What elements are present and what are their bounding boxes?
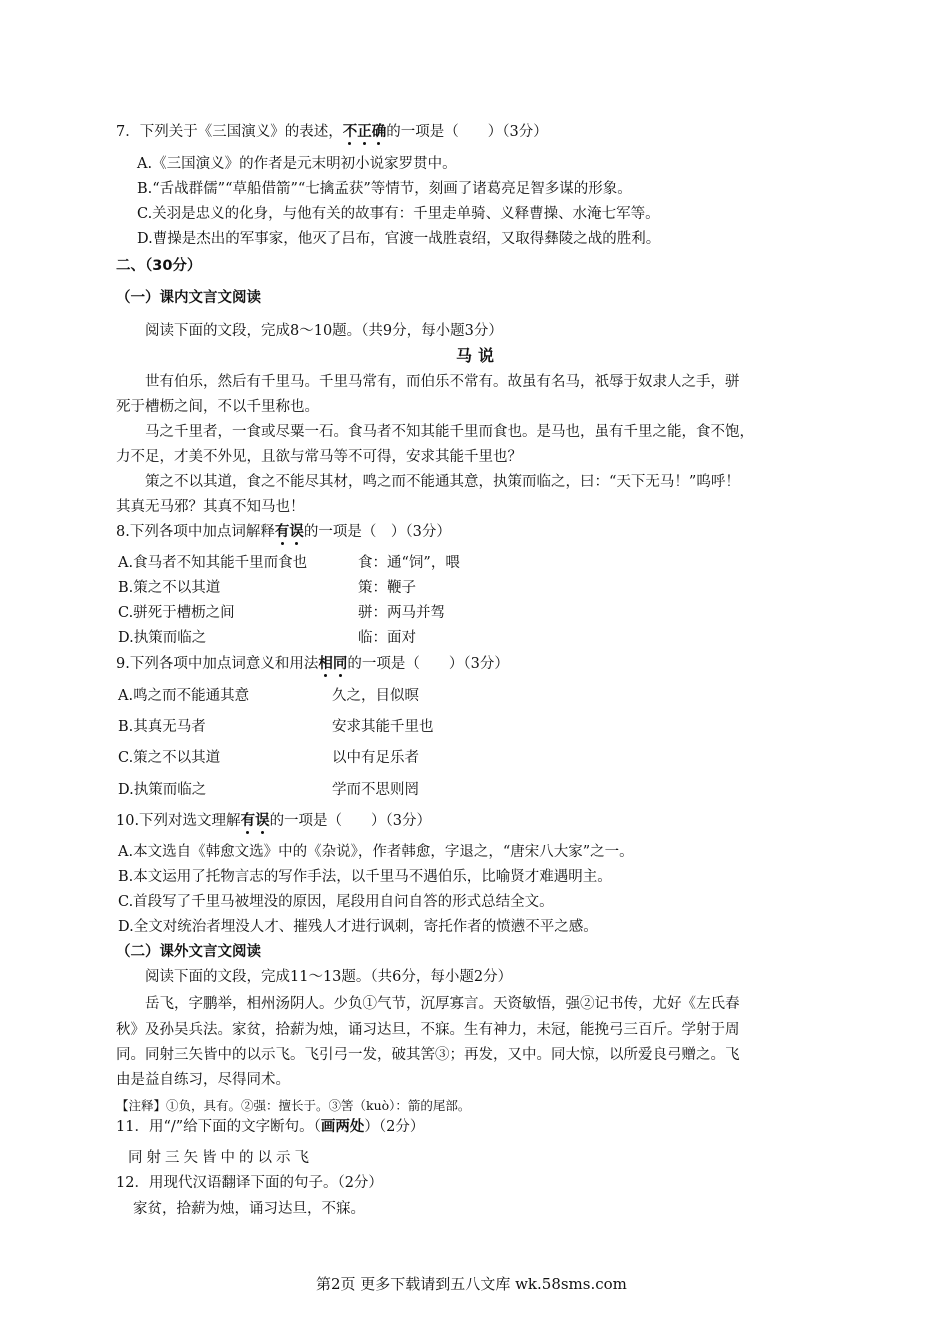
q10-option-c: C.首段写了千里马被埋没的原因，尾段用自问自答的形式总结全文。 [118,894,554,910]
q9-compare-b: 安求其能千里也 [332,719,434,735]
q7-option-d: D.曹操是杰出的军事家，他灭了吕布，官渡一战胜袁绍，又取得彝陵之战的胜利。 [137,231,661,247]
annotation-note: 【注释】①负，具有。②强：擅长于。③筈（kuò）：箭的尾部。 [116,1098,471,1113]
q11-text: 同射三矢皆中的以示飞 [128,1150,313,1166]
q10-option-a: A.本文选自《韩愈文选》中的《杂说》，作者韩愈，字退之，“唐宋八大家”之一。 [118,844,634,860]
passage2-line: 秋》及孙吴兵法。家贫，拾薪为烛，诵习达旦，不寐。生有神力，未冠，能挽弓三百斤。学射于周 [116,1022,740,1038]
passage1-line: 马之千里者，一食或尽粟一石。食马者不知其能千里而食也。是马也，虽有千里之能，食不饱， [145,424,754,440]
part2-intro: 阅读下面的文段，完成11～13题。（共6分，每小题2分） [145,969,513,985]
q8-option-c: C.骈死于槽枥之间 [118,605,235,621]
q8-gloss-d: 临：面对 [358,630,416,646]
q9-option-a: A.鸣之而不能通其意 [118,688,250,704]
passage1-line: 死于槽枥之间，不以千里称也。 [116,399,319,415]
section2-title: 二、（30分） [116,258,202,274]
passage1-line: 力不足，才美不外见，且欲与常马等不可得，安求其能千里也？ [116,449,522,465]
q9-compare-d: 学而不思则罔 [332,782,419,798]
q10-stem: 10.下列对选文理解有误的一项是（ ）（3分） [116,813,432,829]
q8-option-a: A.食马者不知其能千里而食也 [118,555,308,571]
q10-option-b: B.本文运用了托物言志的写作手法，以千里马不遇伯乐，比喻贤才难遇明主。 [118,869,612,885]
passage2-line: 岳飞，字鹏举，相州汤阴人。少负①气节，沉厚寡言。天资敏悟，强②记书传，尤好《左氏春 [145,996,740,1012]
q10-option-d: D.全文对统治者埋没人才、摧残人才进行讽刺，寄托作者的愤懑不平之感。 [118,919,598,935]
passage1-line: 策之不以其道，食之不能尽其材，鸣之而不能通其意，执策而临之，曰：“天下无马！”呜呼！ [145,474,740,490]
q9-option-c: C.策之不以其道 [118,750,221,766]
page-footer: 第2页 更多下载请到五八文库 wk.58sms.com [316,1275,627,1293]
q9-stem: 9.下列各项中加点词意义和用法相同的一项是（ ）（3分） [116,656,509,672]
q12-stem: 12．用现代汉语翻译下面的句子。（2分） [116,1175,383,1191]
q7-stem: 7．下列关于《三国演义》的表述，不正确的一项是（ ）（3分） [116,124,548,140]
q8-option-b: B.策之不以其道 [118,580,221,596]
passage2-line: 同。同射三矢皆中的以示飞。飞引弓一发，破其筈③；再发，又中。同大惊，以所爱良弓赠之。飞 [116,1047,740,1063]
passage2-line: 由是益自练习，尽得同术。 [116,1072,290,1088]
q7-option-c: C.关羽是忠义的化身，与他有关的故事有：千里走单骑、义释曹操、水淹七军等。 [137,206,660,222]
q8-stem: 8.下列各项中加点词解释有误的一项是（ ）（3分） [116,524,451,540]
part1-title: （一）课内文言文阅读 [116,290,261,306]
q8-gloss-a: 食：通“饲”，喂 [358,555,460,571]
q8-option-d: D.执策而临之 [118,630,207,646]
q7-option-a: A.《三国演义》的作者是元末明初小说家罗贯中。 [137,156,457,172]
q9-compare-a: 久之，目似暝 [332,688,419,704]
q9-option-d: D.执策而临之 [118,782,207,798]
q8-gloss-b: 策：鞭子 [358,580,416,596]
part1-intro: 阅读下面的文段，完成8～10题。（共9分，每小题3分） [145,323,503,339]
q9-option-b: B.其真无马者 [118,719,206,735]
q12-text: 家贫，拾薪为烛，诵习达旦，不寐。 [133,1201,365,1217]
passage1-line: 其真无马邪？其真不知马也！ [116,499,305,515]
passage-title: 马说 [456,346,501,365]
q8-gloss-c: 骈：两马并驾 [358,605,445,621]
passage1-line: 世有伯乐，然后有千里马。千里马常有，而伯乐不常有。故虽有名马，祇辱于奴隶人之手，骈 [145,374,740,390]
q11-stem: 11．用“/”给下面的文字断句。（画两处）（2分） [116,1119,425,1135]
part2-title: （二）课外文言文阅读 [116,944,261,960]
q9-compare-c: 以中有足乐者 [332,750,419,766]
q7-option-b: B.“舌战群儒”“草船借箭”“七擒孟获”等情节，刻画了诸葛亮足智多谋的形象。 [137,181,632,197]
